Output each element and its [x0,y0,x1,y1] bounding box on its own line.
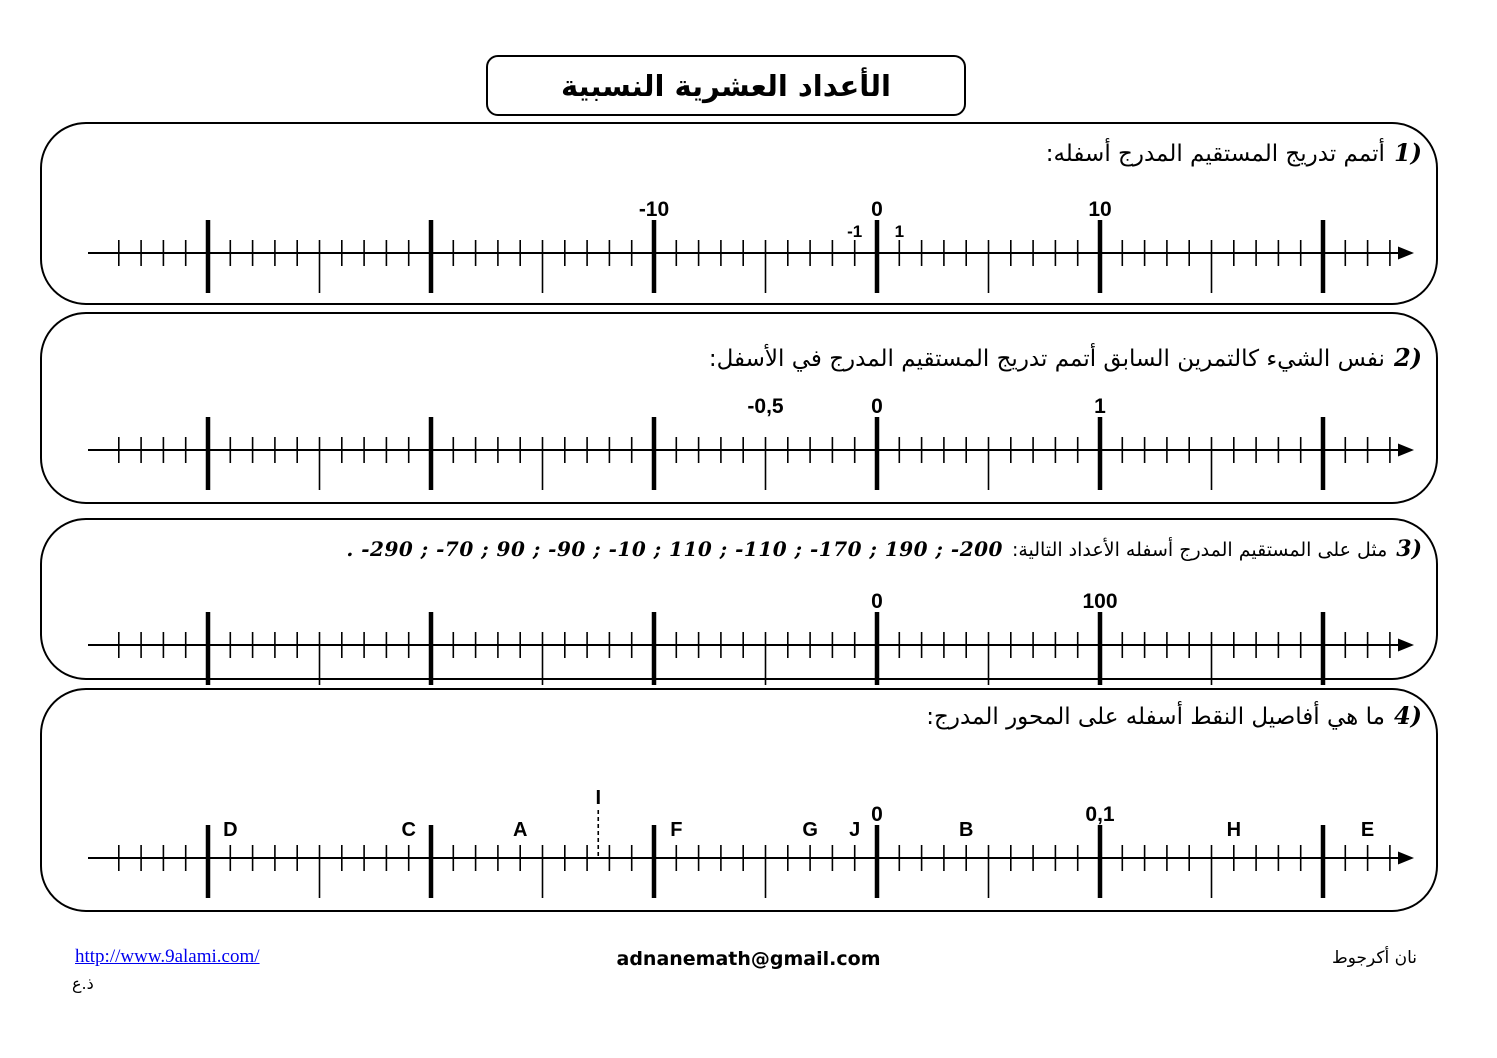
graduation-label: -1 [847,222,863,241]
graduation-label: -10 [638,198,670,221]
point-label-J: J [849,819,861,841]
exercise-4-number: 4) [1393,701,1422,730]
footer-author-name: نان أكرجوط [1331,948,1417,968]
exercise-1-instruction [1046,138,1422,167]
footer-url-link[interactable]: http://www.9alami.com/ [75,946,260,967]
exercise-2-number: 2) [1393,343,1422,372]
graduation-label: 0 [871,803,883,826]
page-title: الأعداد العشرية النسبية [561,68,891,103]
graduation-label: 100 [1082,590,1118,613]
exercise-panel-2 [40,312,1438,504]
graduation-label: -0,5 [747,395,784,418]
axis-arrow-icon [1398,444,1414,457]
point-label-H: H [1226,819,1242,841]
exercise-1-number: 1) [1393,138,1422,167]
graduation-label: 0 [871,395,883,418]
exercise-3-number-list: . -290 ; -70 ; 90 ; -90 ; -10 ; 110 ; -110 ; -170 ; 190 ; -200 [346,537,1003,561]
number-line-2 [42,378,1436,498]
exercise-3-instruction [346,536,1422,562]
exercise-2-instruction [709,343,1422,372]
graduation-label: 1 [1094,395,1106,418]
exercise-4-instruction [926,701,1422,730]
point-label-I: I [595,787,602,809]
title-box [486,55,966,116]
exercise-panel-3 [40,518,1438,680]
exercise-4-text: ما هي أفاصيل النقط أسفله على المحور المدرج: [926,704,1385,730]
point-label-E: E [1360,819,1375,841]
point-label-G: G [802,819,818,841]
exercise-1-text: أتمم تدريج المستقيم المدرج أسفله: [1045,141,1385,167]
point-label-B: B [958,819,974,841]
number-line-4 [42,776,1436,908]
axis-arrow-icon [1398,247,1414,260]
point-label-D: D [223,819,238,841]
number-line-1 [42,181,1436,301]
axis-arrow-icon [1398,639,1414,652]
exercise-panel-1 [40,122,1438,305]
number-line-3 [42,573,1436,693]
footer-email: adnanemath@gmail.com [616,948,881,970]
graduation-label: 10 [1088,198,1112,221]
exercise-2-text: نفس الشيء كالتمرين السابق أتمم تدريج المستقيم المدرج في الأسفل: [708,346,1385,372]
point-label-A: A [512,819,528,841]
footer-initials: ذ.ع [72,974,94,993]
graduation-label: 0,1 [1085,803,1115,826]
exercise-panel-4 [40,688,1438,912]
point-label-F: F [670,819,683,841]
graduation-label: 1 [894,222,905,241]
exercise-3-number: 3) [1396,536,1422,562]
exercise-3-text: مثل على المستقيم المدرج أسفله الأعداد التالية: [1011,539,1388,561]
graduation-label: 0 [871,590,883,613]
axis-arrow-icon [1398,852,1414,865]
point-label-C: C [401,819,416,841]
graduation-label: 0 [871,198,883,221]
